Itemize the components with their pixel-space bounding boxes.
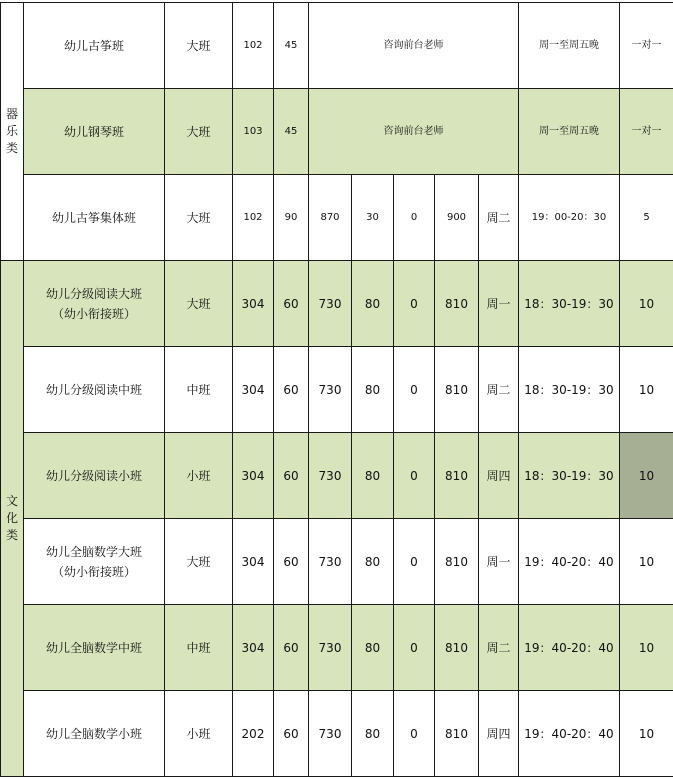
class-level: 中班 bbox=[165, 347, 233, 433]
material-fee: 80 bbox=[352, 261, 394, 347]
course-name bbox=[24, 347, 165, 433]
course-name-line: 幼儿钢琴班 bbox=[63, 124, 124, 139]
class-level: 小班 bbox=[165, 433, 233, 519]
total-fee: 810 bbox=[435, 433, 479, 519]
fee-note: 咨询前台老师 bbox=[309, 89, 519, 175]
material-fee: 30 bbox=[352, 175, 394, 261]
other-fee: 0 bbox=[394, 605, 435, 691]
class-size: 5 bbox=[620, 175, 673, 261]
classroom: 304 bbox=[233, 433, 274, 519]
course-name bbox=[24, 261, 165, 347]
course-name-line: 幼儿分级阅读中班 bbox=[45, 382, 142, 397]
total-fee: 810 bbox=[435, 605, 479, 691]
tuition-fee: 870 bbox=[309, 175, 352, 261]
table-row bbox=[1, 519, 673, 605]
other-fee: 0 bbox=[394, 519, 435, 605]
class-time: 18：30-19：30 bbox=[519, 433, 620, 519]
classroom: 304 bbox=[233, 261, 274, 347]
class-size: 一对一 bbox=[620, 89, 673, 175]
lesson-minutes: 60 bbox=[274, 433, 309, 519]
category-instrument: 器乐类 bbox=[1, 3, 24, 261]
table-row bbox=[1, 89, 673, 175]
class-day: 周一 bbox=[479, 519, 519, 605]
total-fee: 810 bbox=[435, 691, 479, 777]
classroom: 103 bbox=[233, 89, 274, 175]
lesson-minutes: 45 bbox=[274, 3, 309, 89]
course-name-line: 幼儿分级阅读小班 bbox=[45, 468, 142, 483]
total-fee: 810 bbox=[435, 519, 479, 605]
other-fee: 0 bbox=[394, 347, 435, 433]
class-level: 大班 bbox=[165, 261, 233, 347]
class-size: 10 bbox=[620, 605, 673, 691]
class-size-highlighted[interactable]: 10 bbox=[620, 433, 673, 519]
material-fee: 80 bbox=[352, 691, 394, 777]
class-size: 一对一 bbox=[620, 3, 673, 89]
lesson-minutes: 60 bbox=[274, 261, 309, 347]
course-name bbox=[24, 605, 165, 691]
class-day: 周二 bbox=[479, 347, 519, 433]
table-row bbox=[1, 261, 673, 347]
course-name-subline: （幼小衔接班） bbox=[51, 306, 136, 321]
category-culture: 文化类 bbox=[1, 261, 24, 777]
class-day: 周四 bbox=[479, 433, 519, 519]
course-name-line: 幼儿全脑数学中班 bbox=[45, 640, 142, 655]
tuition-fee: 730 bbox=[309, 261, 352, 347]
table-row bbox=[1, 691, 673, 777]
lesson-minutes: 60 bbox=[274, 691, 309, 777]
course-name-line: 幼儿古筝集体班 bbox=[51, 210, 136, 225]
classroom: 102 bbox=[233, 175, 274, 261]
table-row bbox=[1, 347, 673, 433]
classroom: 304 bbox=[233, 519, 274, 605]
class-time: 19：40-20：40 bbox=[519, 691, 620, 777]
course-name-subline: （幼小衔接班） bbox=[51, 564, 136, 579]
other-fee: 0 bbox=[394, 691, 435, 777]
course-name-line: 幼儿古筝班 bbox=[63, 38, 124, 53]
other-fee: 0 bbox=[394, 261, 435, 347]
class-time: 周一至周五晚 bbox=[519, 3, 620, 89]
class-time: 18：30-19：30 bbox=[519, 347, 620, 433]
class-size: 10 bbox=[620, 261, 673, 347]
class-time: 周一至周五晚 bbox=[519, 89, 620, 175]
table-row bbox=[1, 605, 673, 691]
lesson-minutes: 60 bbox=[274, 519, 309, 605]
class-day: 周二 bbox=[479, 175, 519, 261]
total-fee: 810 bbox=[435, 261, 479, 347]
course-name bbox=[24, 89, 165, 175]
class-day: 周二 bbox=[479, 605, 519, 691]
class-time: 19：00-20：30 bbox=[519, 175, 620, 261]
tuition-fee: 730 bbox=[309, 347, 352, 433]
tuition-fee: 730 bbox=[309, 691, 352, 777]
class-day: 周一 bbox=[479, 261, 519, 347]
tuition-fee: 730 bbox=[309, 433, 352, 519]
material-fee: 80 bbox=[352, 605, 394, 691]
class-day: 周四 bbox=[479, 691, 519, 777]
other-fee: 0 bbox=[394, 433, 435, 519]
table-row bbox=[1, 433, 673, 519]
total-fee: 810 bbox=[435, 347, 479, 433]
class-size: 10 bbox=[620, 347, 673, 433]
course-name-line: 幼儿分级阅读大班 bbox=[45, 286, 142, 301]
classroom: 304 bbox=[233, 605, 274, 691]
class-size: 10 bbox=[620, 519, 673, 605]
tuition-fee: 730 bbox=[309, 519, 352, 605]
classroom: 304 bbox=[233, 347, 274, 433]
class-level: 大班 bbox=[165, 89, 233, 175]
lesson-minutes: 60 bbox=[274, 605, 309, 691]
material-fee: 80 bbox=[352, 347, 394, 433]
class-time: 19：40-20：40 bbox=[519, 519, 620, 605]
fee-note: 咨询前台老师 bbox=[309, 3, 519, 89]
class-time: 19：40-20：40 bbox=[519, 605, 620, 691]
classroom: 102 bbox=[233, 3, 274, 89]
lesson-minutes: 60 bbox=[274, 347, 309, 433]
material-fee: 80 bbox=[352, 519, 394, 605]
course-name bbox=[24, 691, 165, 777]
tuition-fee: 730 bbox=[309, 605, 352, 691]
course-name bbox=[24, 433, 165, 519]
course-name bbox=[24, 519, 165, 605]
course-name bbox=[24, 3, 165, 89]
class-level: 大班 bbox=[165, 175, 233, 261]
class-level: 中班 bbox=[165, 605, 233, 691]
table-row bbox=[1, 175, 673, 261]
lesson-minutes: 90 bbox=[274, 175, 309, 261]
course-name bbox=[24, 175, 165, 261]
course-schedule-table bbox=[0, 2, 673, 777]
lesson-minutes: 45 bbox=[274, 89, 309, 175]
course-name-line: 幼儿全脑数学大班 bbox=[45, 544, 142, 559]
material-fee: 80 bbox=[352, 433, 394, 519]
course-name-line: 幼儿全脑数学小班 bbox=[45, 726, 142, 741]
class-level: 大班 bbox=[165, 519, 233, 605]
total-fee: 900 bbox=[435, 175, 479, 261]
class-level: 大班 bbox=[165, 3, 233, 89]
classroom: 202 bbox=[233, 691, 274, 777]
class-time: 18：30-19：30 bbox=[519, 261, 620, 347]
class-size: 10 bbox=[620, 691, 673, 777]
other-fee: 0 bbox=[394, 175, 435, 261]
class-level: 小班 bbox=[165, 691, 233, 777]
table-row bbox=[1, 3, 673, 89]
